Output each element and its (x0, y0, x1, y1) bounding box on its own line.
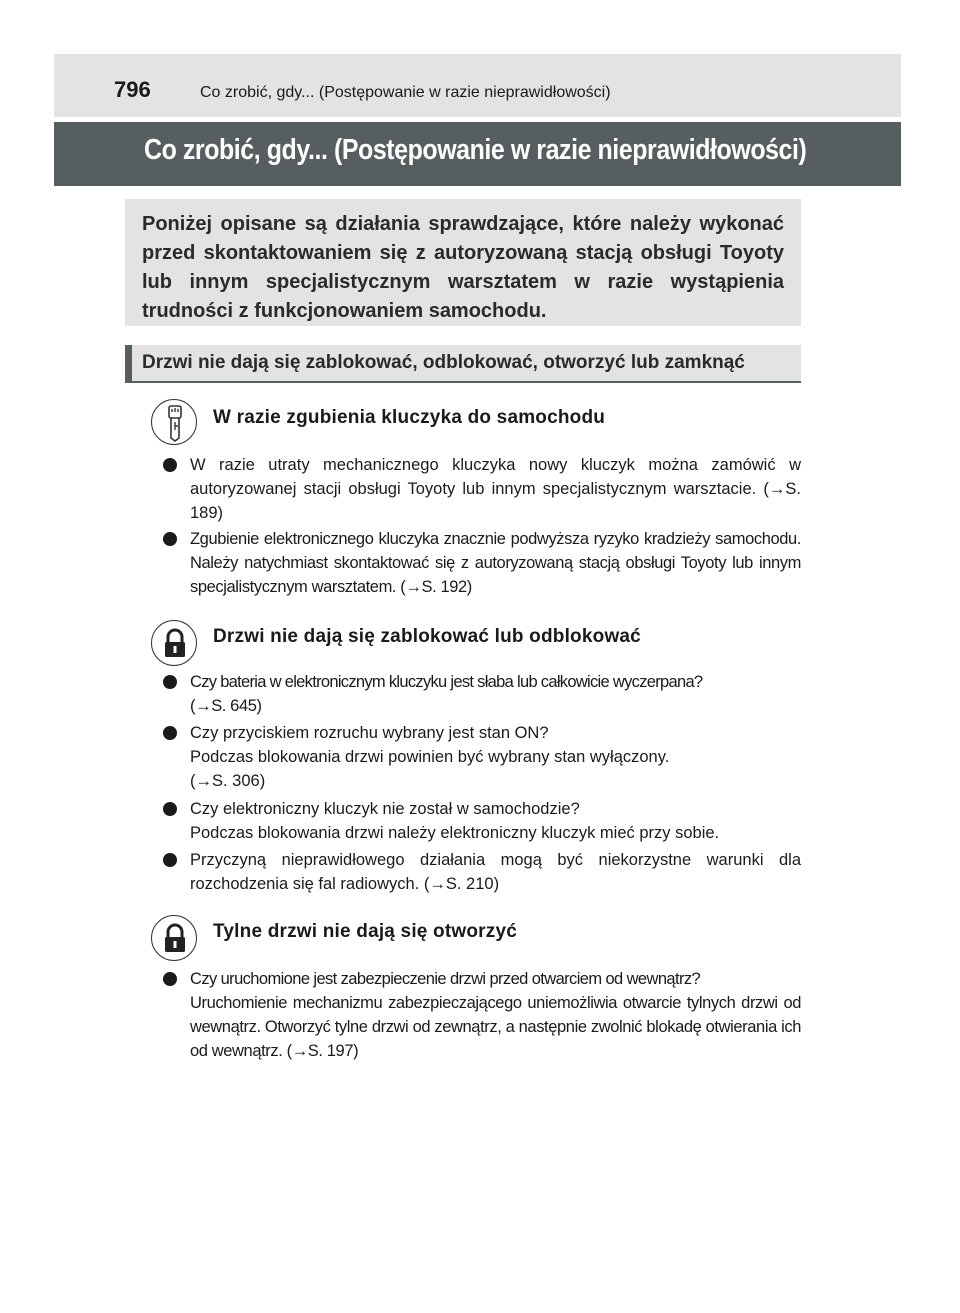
subsection-heading-rear-doors: Tylne drzwi nie dają się otworzyć (213, 921, 517, 942)
bullet-text: Przyczyną nieprawidłowego działania mogą być niekorzystne warunki dla rozchodzenia się fal radiowych. (→S. 210) (190, 851, 801, 893)
list-item (163, 721, 801, 793)
padlock-icon (151, 915, 197, 961)
bullet-dot (163, 675, 177, 689)
bullet-dot (163, 532, 177, 546)
bullet-text: Zgubienie elektronicznego kluczyka znacznie podwyższa ryzyko kradzieży samochodu. Należy natychmiast skontaktować się z autoryzowaną stacją obsługi Toyoty lub innym specjalistycznym warsztatem. (→S. 192) (190, 530, 801, 596)
bullet-text: Czy elektroniczny kluczyk nie został w samochodzie? Podczas blokowania drzwi należy elektroniczny kluczyk mieć przy sobie. (190, 800, 720, 842)
page-title: Co zrobić, gdy... (Postępowanie w razie nieprawidłowości) (144, 134, 807, 166)
padlock-icon (151, 620, 197, 666)
bullet-text: Czy przyciskiem rozruchu wybrany jest stan ON? Podczas blokowania drzwi powinien być wybrany stan wyłączony. (→S. 306) (190, 724, 670, 790)
list-item (163, 453, 801, 525)
bullet-dot (163, 802, 177, 816)
list-item (163, 967, 801, 1063)
bullet-text: Czy bateria w elektronicznym kluczyku jest słaba lub całkowicie wyczerpana? (→S. 645) (190, 673, 703, 715)
subsection-heading-lost-key: W razie zgubienia kluczyka do samochodu (213, 407, 606, 428)
section-title: Drzwi nie dają się zablokować, odblokować, otworzyć lub zamknąć (142, 352, 745, 373)
list-item (163, 527, 801, 599)
bullet-text: W razie utraty mechanicznego kluczyka nowy kluczyk można zamówić w autoryzowanej stacji obsługi Toyoty lub innym specjalistycznym warsztacie. (→S. 189) (190, 456, 801, 522)
running-head: Co zrobić, gdy... (Postępowanie w razie nieprawidłowości) (200, 84, 611, 101)
list-item (163, 670, 801, 718)
bullet-dot (163, 972, 177, 986)
intro-text: Poniżej opisane są działania sprawdzające, które należy wykonać przed skontaktowaniem się z autoryzowaną stacją obsługi Toyoty lub innym specjalistycznym warsztatem w razie wystąpienia trudności z funkcjonowaniem samochodu. (142, 213, 784, 322)
key-icon (151, 399, 197, 445)
list-item (163, 797, 801, 845)
page-number: 796 (114, 77, 151, 102)
bullet-dot (163, 853, 177, 867)
subsection-heading-lock-unlock: Drzwi nie dają się zablokować lub odblokować (213, 626, 641, 647)
bullet-dot (163, 726, 177, 740)
bullet-dot (163, 458, 177, 472)
section-divider (125, 381, 801, 383)
list-item (163, 848, 801, 896)
bullet-text: Czy uruchomione jest zabezpieczenie drzwi przed otwarciem od wewnątrz? Uruchomienie mechanizmu zabezpieczającego uniemożliwia otwarcie tylnych drzwi od wewnątrz. Otworzyć tylne drzwi od zewnątrz, a następnie zwolnić blokadę otwierania ich od wewnątrz. (→S. 197) (190, 970, 801, 1060)
